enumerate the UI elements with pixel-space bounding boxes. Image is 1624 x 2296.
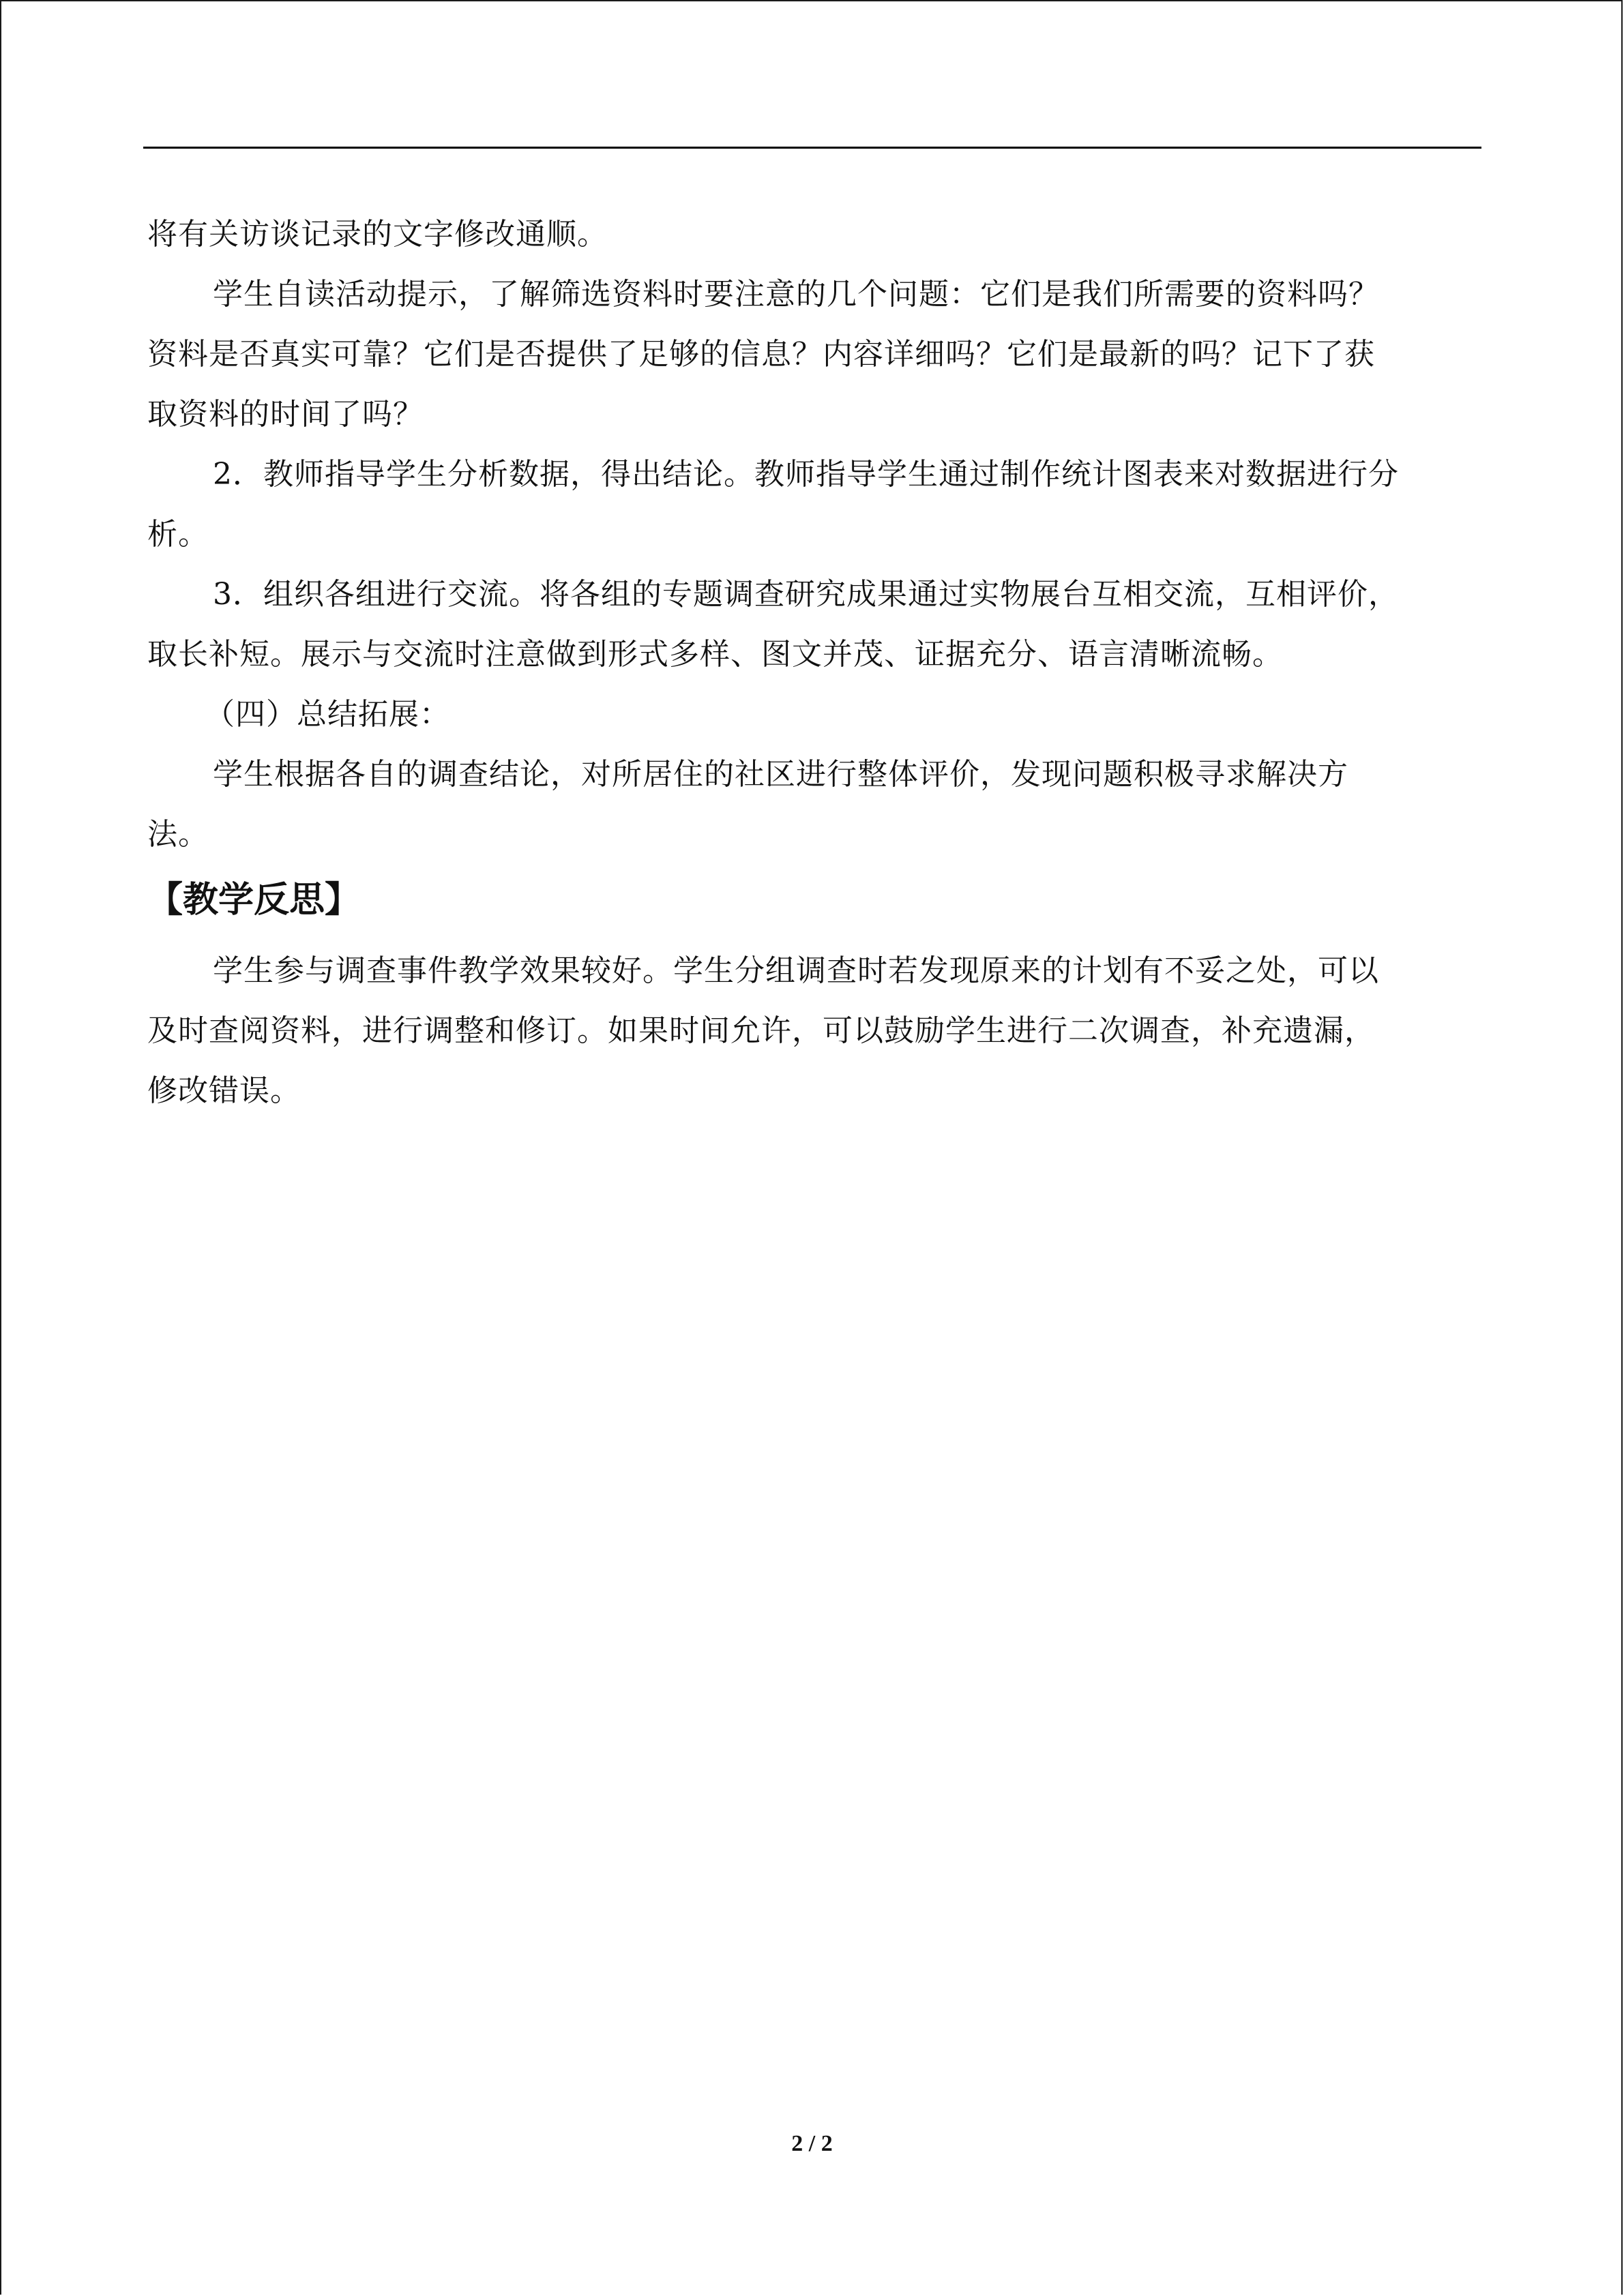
text-line: 析。 bbox=[147, 517, 209, 552]
paragraph-4 bbox=[147, 565, 1471, 685]
text-line: 3．组织各组进行交流。将各组的专题调查研究成果通过实物展台互相交流，互相评价， bbox=[213, 577, 1399, 612]
text-line: 学生根据各自的调查结论，对所居住的社区进行整体评价，发现问题积极寻求解决方 bbox=[213, 757, 1348, 792]
text-line: 取长补短。展示与交流时注意做到形式多样、图文并茂、证据充分、语言清晰流畅。 bbox=[147, 637, 1283, 672]
header-rule bbox=[143, 147, 1481, 149]
text-line: 修改错误。 bbox=[147, 1073, 301, 1108]
paragraph-1 bbox=[147, 205, 1471, 265]
text-line: 将有关访谈记录的文字修改通顺。 bbox=[147, 217, 608, 252]
text-line: 法。 bbox=[147, 817, 209, 852]
page-number: 2 / 2 bbox=[791, 2131, 833, 2156]
text-line: 2．教师指导学生分析数据，得出结论。教师指导学生通过制作统计图表来对数据进行分 bbox=[213, 457, 1399, 492]
document-body bbox=[147, 205, 1471, 1121]
paragraph-reflection bbox=[147, 941, 1471, 1121]
paragraph-2 bbox=[147, 265, 1471, 445]
paragraph-5 bbox=[147, 685, 1471, 745]
paragraph-6 bbox=[147, 745, 1471, 865]
text-line: 学生自读活动提示，了解筛选资料时要注意的几个问题：它们是我们所需要的资料吗？ bbox=[213, 277, 1379, 312]
subsection-title: （四）总结拓展： bbox=[205, 697, 450, 732]
section-heading-reflection: 【教学反思】 bbox=[147, 880, 361, 921]
text-line: 取资料的时间了吗？ bbox=[147, 397, 424, 432]
text-line: 及时查阅资料，进行调整和修订。如果时间允许，可以鼓励学生进行二次调查，补充遗漏， bbox=[147, 1013, 1375, 1048]
text-line: 学生参与调查事件教学效果较好。学生分组调查时若发现原来的计划有不妥之处，可以 bbox=[213, 953, 1379, 988]
text-line: 资料是否真实可靠？它们是否提供了足够的信息？内容详细吗？它们是最新的吗？记下了获 bbox=[147, 337, 1375, 372]
paragraph-3 bbox=[147, 445, 1471, 565]
